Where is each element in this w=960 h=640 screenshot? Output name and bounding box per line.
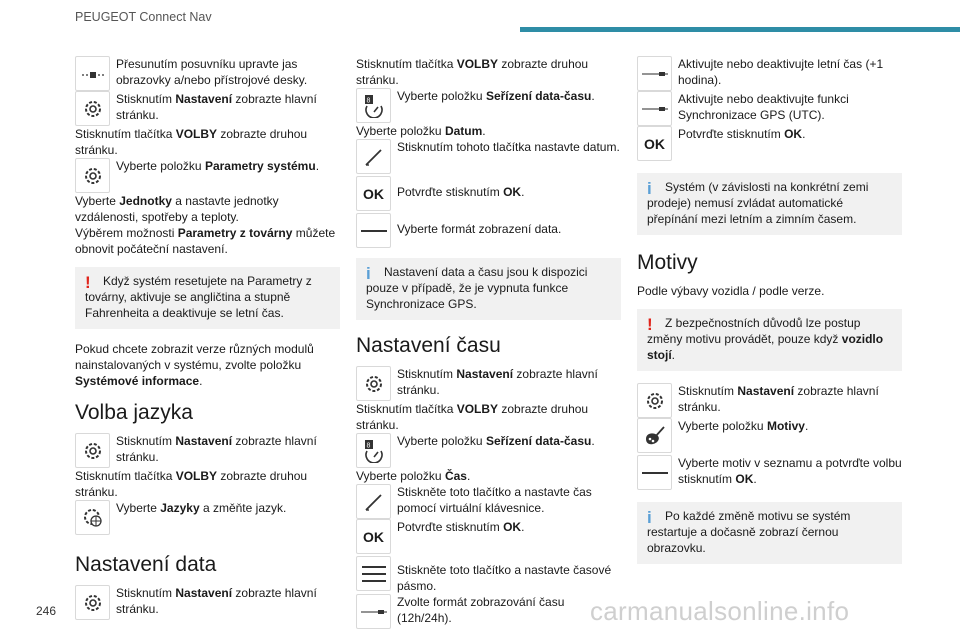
section-heading: Motivy: [637, 251, 698, 274]
instruction-row: [637, 56, 902, 91]
instruction-text: Aktivujte nebo deaktivujte funkci Synchronizace GPS (UTC).: [678, 92, 849, 122]
column-3: [637, 56, 902, 576]
instruction-text: Vyberte motiv v seznamu a potvrďte volbu stisknutím OK.: [678, 456, 902, 486]
instruction-text: Přesunutím posuvníku upravte jas obrazovky a/nebo přístrojové desky.: [116, 57, 308, 87]
instruction-text: Potvrďte stisknutím OK.: [397, 185, 525, 199]
instruction-text: Vyberte Jazyky a změňte jazyk.: [116, 501, 287, 515]
info-note: i Nastavení data a času jsou k dispozici pouze v případě, že je vypnuta funkce Synchronizace GPS.: [356, 258, 621, 320]
warning-icon: !: [647, 315, 653, 334]
instruction-text: Stisknutím Nastavení zobrazte hlavní stránku.: [116, 586, 317, 616]
instruction-text: Vyberte položku Motivy.: [678, 419, 809, 433]
section-heading: Volba jazyka: [75, 401, 193, 424]
instruction-row: [637, 418, 902, 453]
slider-icon: [75, 56, 110, 91]
menu-icon: [356, 556, 391, 591]
instruction-row: [75, 158, 340, 193]
instruction-row: [75, 91, 340, 126]
instruction-row: [637, 91, 902, 126]
header-accent-bar: [520, 27, 960, 32]
instruction-text: Stiskněte toto tlačítko a nastavte časové pásmo.: [397, 563, 612, 593]
instruction-text: Stiskněte toto tlačítko a nastavte čas pomocí virtuální klávesnice.: [397, 485, 592, 515]
page-number: 246: [36, 604, 57, 618]
info-icon: i: [647, 508, 652, 527]
instruction-row: [356, 484, 621, 519]
gear-icon: [356, 366, 391, 401]
column-2: [356, 56, 621, 629]
warning-note: ! Když systém resetujete na Parametry z továrny, aktivuje se angličtina a stupně Fahrenheita a deaktivuje se letní čas.: [75, 267, 340, 329]
running-header: PEUGEOT Connect Nav: [75, 10, 212, 24]
paragraph: Stisknutím tlačítka VOLBY zobrazte druhou stránku.: [75, 469, 308, 499]
info-icon: i: [647, 179, 652, 198]
svg-text:8: 8: [366, 442, 370, 449]
slider-icon: [637, 91, 672, 126]
line-icon: [356, 213, 391, 248]
paragraph: Vyberte položku Čas.: [356, 469, 471, 483]
instruction-text: Stisknutím Nastavení zobrazte hlavní stránku.: [678, 384, 879, 414]
paragraph: Podle výbavy vozidla / podle verze.: [637, 284, 825, 298]
line-icon: [637, 455, 672, 490]
instruction-row: [356, 366, 621, 401]
instruction-text: Stisknutím Nastavení zobrazte hlavní stránku.: [116, 434, 317, 464]
pencil-icon: [356, 484, 391, 519]
palette-icon: [637, 418, 672, 453]
svg-text:8: 8: [366, 97, 370, 104]
paragraph: Stisknutím tlačítka VOLBY zobrazte druhou stránku.: [356, 57, 589, 87]
section-heading: Nastavení data: [75, 553, 217, 576]
instruction-text: Vyberte položku Seřízení data-času.: [397, 434, 595, 448]
instruction-text: Vyberte formát zobrazení data.: [397, 222, 562, 236]
gear-icon: [75, 433, 110, 468]
instruction-row: [637, 455, 902, 490]
instruction-row: [75, 585, 340, 620]
instruction-row: [637, 126, 902, 161]
instruction-text: Vyberte položku Seřízení data-času.: [397, 89, 595, 103]
info-icon: i: [366, 264, 371, 283]
gauge-icon: [356, 88, 391, 123]
instruction-row: [75, 56, 340, 91]
warning-note: ! Z bezpečnostních důvodů lze postup změny motivu provádět, pouze když vozidlo stojí.: [637, 309, 902, 371]
instruction-row: [356, 556, 621, 594]
paragraph: Výběrem možnosti Parametry z továrny můžete obnovit počáteční nastavení.: [75, 226, 336, 256]
gear-icon: [75, 585, 110, 620]
section-heading: Nastavení času: [356, 334, 501, 357]
gear-icon: [637, 383, 672, 418]
gauge-icon: [356, 433, 391, 468]
gear-icon: [75, 158, 110, 193]
instruction-text: Potvrďte stisknutím OK.: [397, 520, 525, 534]
ok-icon: OK: [637, 126, 672, 161]
instruction-text: Vyberte položku Parametry systému.: [116, 159, 320, 173]
instruction-row: [356, 176, 621, 211]
ok-icon: OK: [356, 519, 391, 554]
paragraph: Vyberte položku Datum.: [356, 124, 486, 138]
instruction-text: Zvolte formát zobrazování času (12h/24h).: [397, 595, 565, 625]
column-1: [75, 56, 340, 620]
instruction-text: Stisknutím Nastavení zobrazte hlavní stránku.: [116, 92, 317, 122]
warning-icon: !: [85, 273, 91, 292]
instruction-row: [637, 383, 902, 418]
instruction-row: [356, 433, 621, 468]
pencil-icon: [356, 139, 391, 174]
info-note: i Systém (v závislosti na konkrétní zemi prodeje) nemusí zvládat automatické přepínání mezi letním a zimním časem.: [637, 173, 902, 235]
paragraph: Stisknutím tlačítka VOLBY zobrazte druhou stránku.: [75, 127, 308, 157]
slider-icon: [356, 594, 391, 629]
info-note: i Po každé změně motivu se systém restartuje a dočasně zobrazí černou obrazovku.: [637, 502, 902, 564]
instruction-text: Stisknutím tohoto tlačítka nastavte datum.: [397, 140, 620, 154]
watermark: carmanualsonline.info: [590, 596, 850, 626]
instruction-row: [356, 88, 621, 123]
paragraph: Vyberte Jednotky a nastavte jednotky vzdálenosti, spotřeby a teploty.: [75, 194, 279, 224]
instruction-row: [356, 519, 621, 554]
paragraph: Pokud chcete zobrazit verze různých modulů nainstalovaných v systému, zvolte položku Systémové informace.: [75, 342, 314, 388]
instruction-row: [356, 594, 621, 629]
instruction-row: [356, 139, 621, 174]
instruction-row: [356, 213, 621, 248]
slider-icon: [637, 56, 672, 91]
gear-icon: [75, 500, 110, 535]
paragraph: Stisknutím tlačítka VOLBY zobrazte druhou stránku.: [356, 402, 589, 432]
instruction-text: Potvrďte stisknutím OK.: [678, 127, 806, 141]
instruction-text: Stisknutím Nastavení zobrazte hlavní stránku.: [397, 367, 598, 397]
gear-icon: [75, 91, 110, 126]
instruction-text: Aktivujte nebo deaktivujte letní čas (+1 hodina).: [678, 57, 884, 87]
instruction-row: [75, 500, 340, 535]
ok-icon: OK: [356, 176, 391, 211]
instruction-row: [75, 433, 340, 468]
